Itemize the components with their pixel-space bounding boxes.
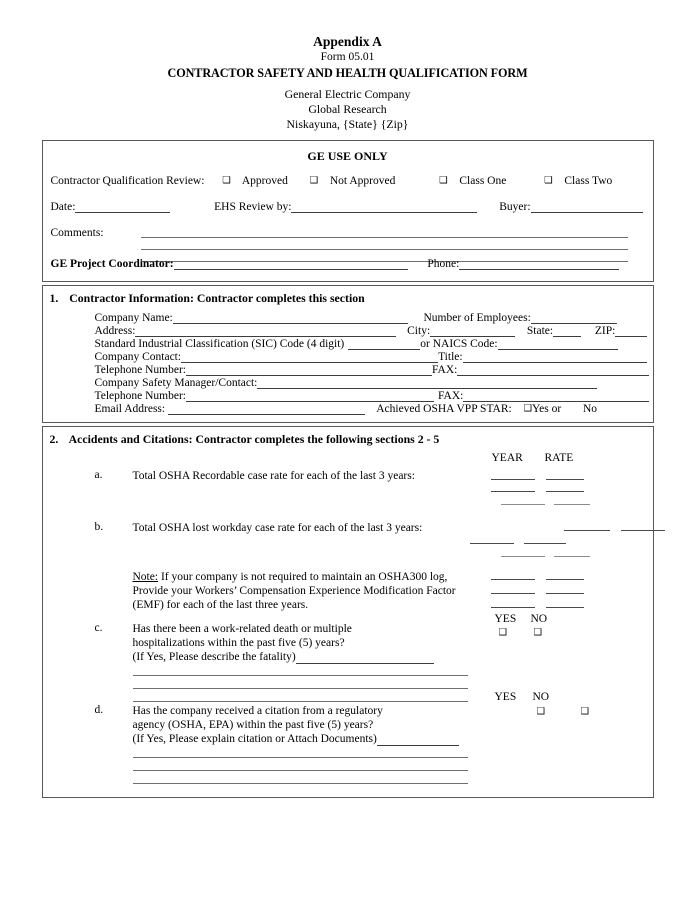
project-coordinator-input-line[interactable]	[174, 258, 408, 270]
buyer-label: Buyer:	[499, 200, 531, 213]
item-d-line-2: agency (OSHA, EPA) within the past five (5) years?	[132, 718, 374, 731]
item-d-checkbox-yes[interactable]: ❑	[536, 705, 546, 717]
label-approved: Approved	[241, 174, 288, 187]
item-d-checkbox-no[interactable]: ❑	[580, 705, 590, 717]
state-label: State:	[526, 324, 554, 337]
buyer-input-line[interactable]	[531, 201, 643, 213]
item-c-input-line-1[interactable]	[296, 652, 434, 664]
phone-input-line[interactable]	[459, 258, 619, 270]
note-year-line-2[interactable]	[491, 593, 535, 594]
comments-input-line-1[interactable]	[141, 237, 628, 238]
vpp-star-label: Achieved OSHA VPP STAR:	[376, 402, 512, 415]
ge-use-only-section	[42, 140, 654, 282]
item-b-year-line-2[interactable]	[470, 543, 514, 544]
field-row-sic	[95, 338, 618, 350]
fax2-input-line[interactable]	[463, 390, 649, 402]
telephone2-label: Telephone Number:	[94, 389, 186, 402]
ge-use-only-title: GE USE ONLY	[307, 148, 388, 163]
section2-title: Accidents and Citations: Contractor completes the following sections 2 - 5	[68, 431, 440, 446]
item-b-year-line-1[interactable]	[564, 530, 610, 531]
employees-input-line[interactable]	[531, 312, 617, 324]
item-c-checkbox-no[interactable]: ❑	[533, 626, 543, 638]
address-label: Address:	[94, 324, 136, 337]
item-d-input-line-3[interactable]	[133, 770, 468, 771]
telephone-input-line[interactable]	[186, 364, 432, 376]
item-c-input-line-2[interactable]	[133, 675, 468, 676]
item-c-letter: c.	[94, 621, 103, 634]
form-number: Form 05.01	[320, 51, 375, 63]
field-row-telephone-2	[95, 390, 650, 402]
date-review-row	[51, 201, 643, 213]
telephone2-input-line[interactable]	[186, 390, 434, 402]
company-contact-input-line[interactable]	[181, 351, 438, 363]
label-not-approved: Not Approved	[329, 174, 396, 187]
company-location: Niskayuna, {State} {Zip}	[286, 117, 409, 132]
ehs-review-input-line[interactable]	[291, 201, 477, 213]
vpp-yes-label: Yes or	[532, 402, 562, 415]
item-d-explain-label: (If Yes, Please explain citation or Attach Documents)	[132, 732, 377, 745]
item-c-checkbox-yes[interactable]: ❑	[498, 626, 508, 638]
fax2-label: FAX:	[437, 389, 464, 402]
checkbox-class-one[interactable]: ❑	[439, 174, 448, 186]
document-header	[0, 0, 695, 133]
checkbox-vpp-yes[interactable]: ❑	[523, 402, 532, 414]
zip-input-line[interactable]	[615, 325, 647, 337]
note-year-line-1[interactable]	[491, 579, 535, 580]
item-b-rate-line-1[interactable]	[621, 530, 665, 531]
note-text-1: If your company is not required to maintain an OSHA300 log,	[158, 570, 448, 583]
label-class-one: Class One	[459, 174, 507, 187]
note-line-3: (EMF) for each of the last three years.	[132, 598, 309, 611]
qualification-review-row	[51, 175, 613, 187]
field-row-company-contact	[95, 351, 647, 363]
qualification-review-label: Contractor Qualification Review:	[50, 174, 205, 187]
item-d-input-line-2[interactable]	[133, 757, 468, 758]
field-row-address	[95, 325, 648, 337]
item-c-yes-label: YES	[494, 612, 517, 625]
column-header-rate: RATE	[544, 451, 574, 464]
section1-title: Contractor Information: Contractor completes this section	[69, 290, 365, 305]
field-row-telephone	[95, 364, 650, 376]
fax-input-line[interactable]	[457, 364, 649, 376]
naics-input-line[interactable]	[498, 338, 618, 350]
item-d-no-label: NO	[532, 690, 550, 703]
accidents-citations-section	[42, 426, 654, 798]
note-rate-line-2[interactable]	[546, 593, 584, 594]
address-input-line[interactable]	[135, 325, 396, 337]
city-label: City:	[407, 324, 431, 337]
telephone-label: Telephone Number:	[94, 363, 186, 376]
item-a-year-line-1[interactable]	[491, 479, 535, 480]
item-b-letter: b.	[94, 520, 104, 533]
title-label: Title:	[438, 350, 463, 363]
safety-manager-input-line[interactable]	[257, 377, 597, 389]
checkbox-approved[interactable]: ❑	[222, 174, 231, 186]
note-rate-line-3[interactable]	[546, 607, 584, 608]
item-d-letter: d.	[94, 703, 104, 716]
comments-label: Comments:	[50, 226, 104, 239]
item-c-line-2: hospitalizations within the past five (5) years?	[132, 636, 345, 649]
column-header-year: YEAR	[491, 451, 523, 464]
fax-label: FAX:	[431, 363, 458, 376]
item-b-year-line-3[interactable]	[501, 556, 545, 557]
label-class-two: Class Two	[564, 174, 613, 187]
item-b-rate-line-2[interactable]	[524, 543, 566, 544]
item-c-input-line-4[interactable]	[133, 701, 468, 702]
item-c-input-line-3[interactable]	[133, 688, 468, 689]
item-a-rate-line-2[interactable]	[546, 491, 584, 492]
item-d-line-3	[133, 732, 459, 747]
item-a-text: Total OSHA Recordable case rate for each of the last 3 years:	[132, 469, 415, 482]
naics-label: or NAICS Code:	[420, 337, 498, 350]
checkbox-not-approved[interactable]: ❑	[309, 174, 319, 186]
field-row-email	[95, 403, 598, 415]
company-name-input-line[interactable]	[173, 312, 408, 324]
item-a-year-line-3[interactable]	[501, 504, 545, 505]
safety-manager-label: Company Safety Manager/Contact:	[94, 376, 258, 389]
item-d-input-line-4[interactable]	[133, 783, 468, 784]
project-coordinator-row	[51, 258, 620, 270]
item-d-yes-label: YES	[494, 690, 517, 703]
note-rate-line-1[interactable]	[546, 579, 584, 580]
city-input-line[interactable]	[430, 325, 515, 337]
item-b-rate-line-3[interactable]	[554, 556, 590, 557]
project-coordinator-label: GE Project Coordinator:	[50, 257, 174, 270]
email-input-line[interactable]	[168, 403, 365, 415]
email-label: Email Address:	[94, 402, 166, 415]
field-row-safety-manager	[95, 377, 598, 389]
date-label: Date:	[50, 200, 76, 213]
item-c-describe-label: (If Yes, Please describe the fatality)	[132, 650, 296, 663]
item-c-line-3	[133, 650, 434, 665]
note-line-2: Provide your Workers’ Compensation Experience Modification Factor	[132, 584, 456, 597]
item-c-no-label: NO	[530, 612, 548, 625]
item-d-line-1: Has the company received a citation from a regulatory	[132, 704, 383, 717]
checkbox-class-two[interactable]: ❑	[544, 174, 553, 186]
section1-heading	[50, 291, 365, 306]
company-name: General Electric Company	[284, 87, 411, 101]
date-input-line[interactable]	[75, 201, 170, 213]
note-line-1	[133, 570, 448, 585]
contractor-information-section	[42, 285, 654, 423]
vpp-no-label: No	[582, 402, 598, 415]
phone-label: Phone:	[427, 257, 460, 270]
company-contact-label: Company Contact:	[94, 350, 182, 363]
note-label: Note:	[132, 570, 159, 583]
item-a-year-line-2[interactable]	[491, 491, 535, 492]
state-input-line[interactable]	[553, 325, 581, 337]
field-row-company-name	[95, 312, 617, 324]
division-name: Global Research	[308, 102, 387, 117]
item-a-rate-line-1[interactable]	[546, 479, 584, 480]
comments-input-line-2[interactable]	[141, 249, 628, 250]
item-d-input-line-1[interactable]	[377, 734, 459, 746]
item-c-line-1: Has there been a work-related death or multiple	[132, 622, 352, 635]
section2-number: 2.	[49, 431, 59, 446]
item-a-letter: a.	[94, 468, 103, 481]
sic-label: Standard Industrial Classification (SIC) Code (4 digit)	[94, 337, 345, 350]
item-b-text: Total OSHA lost workday case rate for each of the last 3 years:	[132, 521, 423, 534]
company-name-label: Company Name:	[94, 311, 173, 324]
title-input-line[interactable]	[463, 351, 647, 363]
ehs-review-label: EHS Review by:	[214, 200, 292, 213]
section1-number: 1.	[49, 290, 59, 305]
employees-label: Number of Employees:	[423, 311, 531, 324]
section2-heading	[50, 432, 440, 447]
appendix-title: Appendix A	[313, 34, 382, 49]
form-title: CONTRACTOR SAFETY AND HEALTH QUALIFICATION FORM	[167, 66, 528, 80]
sic-input-line[interactable]	[348, 338, 420, 350]
note-year-line-3[interactable]	[491, 607, 535, 608]
zip-label: ZIP:	[594, 324, 616, 337]
item-a-rate-line-3[interactable]	[554, 504, 590, 505]
